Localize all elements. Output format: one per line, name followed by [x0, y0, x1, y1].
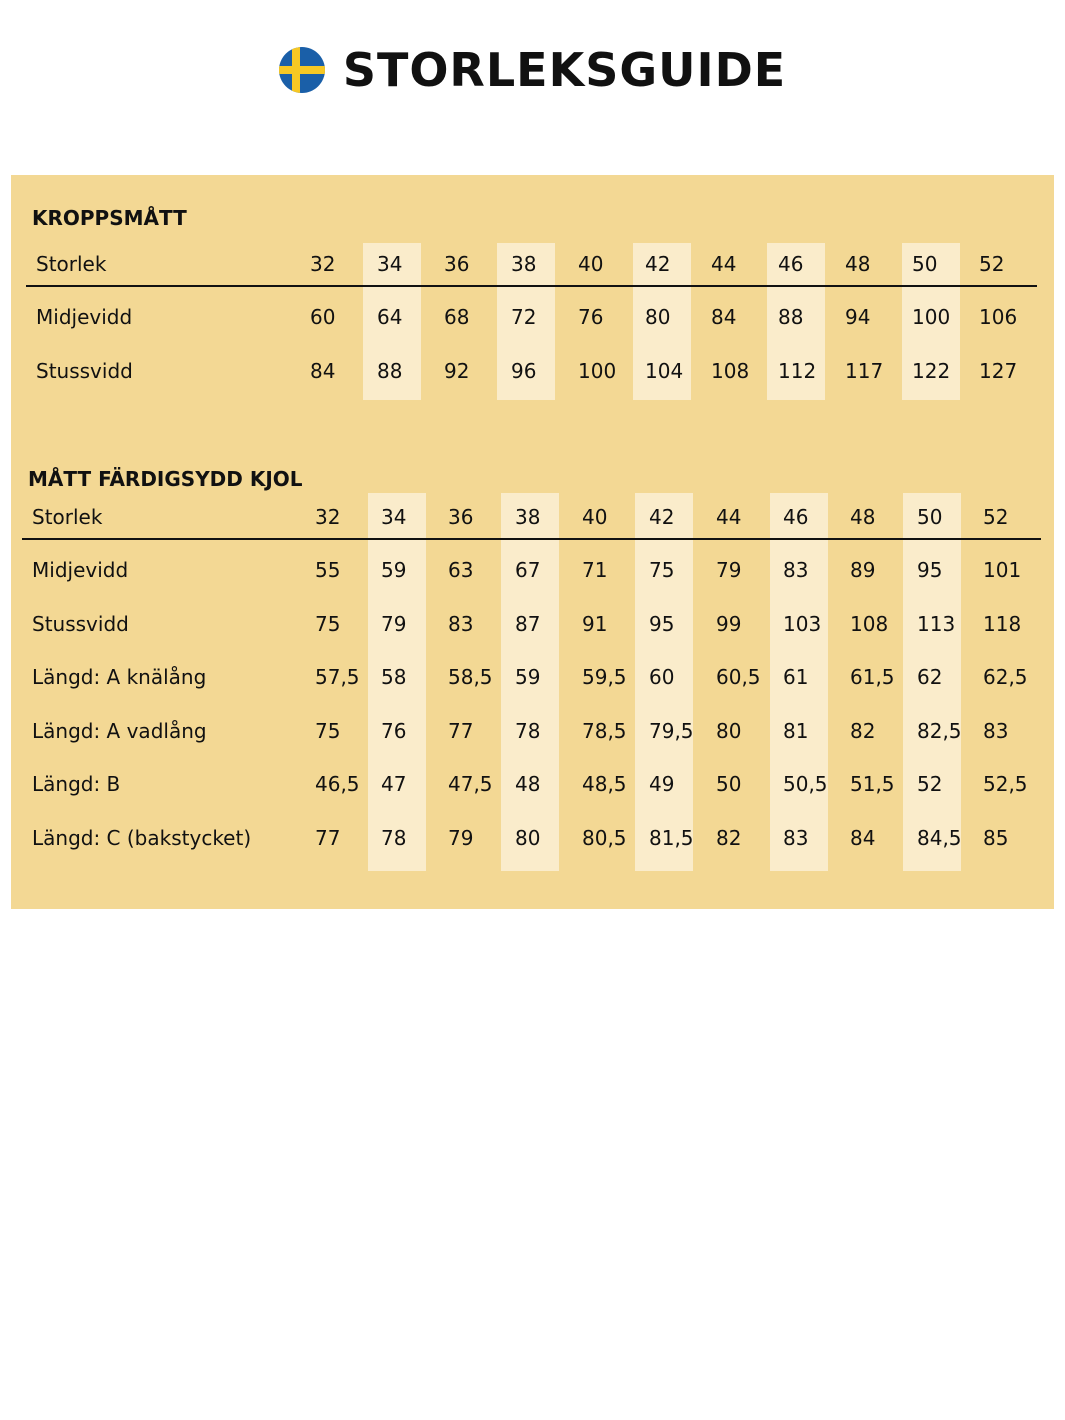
size-header-label: Storlek: [32, 505, 103, 529]
table-cell: 67: [515, 558, 541, 582]
table-cell: 87: [515, 611, 541, 636]
size-header-cell: 48: [850, 505, 876, 529]
table-cell: 92: [444, 359, 470, 383]
table-cell: 84: [850, 826, 876, 850]
table-cell: 118: [983, 611, 1022, 636]
table-cell: 82: [716, 826, 742, 850]
sweden-flag-icon: [279, 47, 325, 93]
row-label: Stussvidd: [32, 611, 129, 636]
table-cell: 100: [578, 359, 617, 383]
row-label: Längd: C (bakstycket): [32, 826, 252, 850]
size-header-cell: 40: [582, 505, 608, 529]
size-header-cell: 48: [845, 252, 871, 276]
table-cell: 94: [845, 305, 871, 329]
table-cell: 58: [381, 665, 407, 690]
size-header-cell: 40: [578, 252, 604, 276]
table-cell: 50,5: [783, 772, 828, 797]
table-cell: 85: [983, 826, 1009, 850]
size-header-cell: 42: [649, 505, 675, 529]
table-cell: 50: [716, 772, 742, 797]
page-title: STORLEKSGUIDE: [342, 43, 787, 97]
size-header-cell: 36: [444, 252, 470, 276]
row-label: Längd: A vadlång: [32, 718, 207, 743]
table-cell: 127: [979, 359, 1018, 383]
table-cell: 59: [515, 665, 541, 690]
size-header-label: Storlek: [36, 252, 107, 276]
table-cell: 63: [448, 558, 474, 582]
table-cell: 60: [310, 305, 336, 329]
table-cell: 64: [377, 305, 403, 329]
size-header-cell: 34: [381, 505, 407, 529]
size-header-cell: 42: [645, 252, 671, 276]
table-cell: 82: [850, 718, 876, 743]
size-header-cell: 44: [711, 252, 737, 276]
size-header-cell: 38: [511, 252, 537, 276]
table-cell: 75: [315, 718, 341, 743]
table-cell: 76: [578, 305, 604, 329]
table-cell: 96: [511, 359, 537, 383]
section-title: MÅTT FÄRDIGSYDD KJOL: [28, 467, 303, 491]
size-header-cell: 38: [515, 505, 541, 529]
table-cell: 55: [315, 558, 341, 582]
size-header-cell: 52: [979, 252, 1005, 276]
table-cell: 51,5: [850, 772, 895, 797]
table-cell: 81,5: [649, 826, 694, 850]
table-cell: 61,5: [850, 665, 895, 690]
size-header-cell: 50: [917, 505, 943, 529]
table-cell: 95: [649, 611, 675, 636]
table-cell: 79: [448, 826, 474, 850]
table-cell: 83: [448, 611, 474, 636]
size-header-cell: 36: [448, 505, 474, 529]
table-cell: 80: [515, 826, 541, 850]
table-cell: 62,5: [983, 665, 1028, 690]
table-cell: 48: [515, 772, 541, 797]
table-cell: 82,5: [917, 718, 962, 743]
size-chart-panel: [11, 175, 1054, 909]
row-label: Stussvidd: [36, 359, 133, 383]
table-cell: 47: [381, 772, 407, 797]
table-cell: 75: [649, 558, 675, 582]
size-header-cell: 44: [716, 505, 742, 529]
table-cell: 52: [917, 772, 943, 797]
table-cell: 59,5: [582, 665, 627, 690]
section-title: KROPPSMÅTT: [32, 206, 187, 230]
table-cell: 75: [315, 611, 341, 636]
table-cell: 61: [783, 665, 809, 690]
table-cell: 84,5: [917, 826, 962, 850]
header-divider: [26, 285, 1037, 287]
table-cell: 80: [716, 718, 742, 743]
table-cell: 100: [912, 305, 951, 329]
table-cell: 81: [783, 718, 809, 743]
header-divider: [22, 538, 1041, 540]
size-header-cell: 34: [377, 252, 403, 276]
table-cell: 68: [444, 305, 470, 329]
table-cell: 80,5: [582, 826, 627, 850]
table-cell: 106: [979, 305, 1018, 329]
table-cell: 84: [310, 359, 336, 383]
table-cell: 83: [783, 826, 809, 850]
row-label: Längd: A knälång: [32, 665, 207, 690]
size-header-cell: 46: [778, 252, 804, 276]
table-cell: 122: [912, 359, 951, 383]
table-cell: 79: [381, 611, 407, 636]
table-cell: 78: [381, 826, 407, 850]
table-cell: 80: [645, 305, 671, 329]
page-header: [0, 40, 1065, 100]
table-cell: 57,5: [315, 665, 360, 690]
size-header-cell: 52: [983, 505, 1009, 529]
table-cell: 112: [778, 359, 817, 383]
size-header-cell: 32: [310, 252, 336, 276]
table-cell: 60,5: [716, 665, 761, 690]
table-cell: 104: [645, 359, 684, 383]
row-label: Midjevidd: [36, 305, 133, 329]
table-cell: 83: [783, 558, 809, 582]
table-cell: 49: [649, 772, 675, 797]
table-cell: 47,5: [448, 772, 493, 797]
table-cell: 60: [649, 665, 675, 690]
table-cell: 99: [716, 611, 742, 636]
table-cell: 52,5: [983, 772, 1028, 797]
row-label: Längd: B: [32, 772, 121, 797]
table-cell: 84: [711, 305, 737, 329]
table-cell: 91: [582, 611, 608, 636]
size-header-cell: 46: [783, 505, 809, 529]
table-cell: 76: [381, 718, 407, 743]
table-cell: 59: [381, 558, 407, 582]
size-header-cell: 50: [912, 252, 938, 276]
table-cell: 58,5: [448, 665, 493, 690]
table-cell: 77: [448, 718, 474, 743]
table-cell: 95: [917, 558, 943, 582]
table-cell: 117: [845, 359, 884, 383]
table-cell: 48,5: [582, 772, 627, 797]
row-label: Midjevidd: [32, 558, 129, 582]
table-cell: 71: [582, 558, 608, 582]
table-cell: 88: [377, 359, 403, 383]
table-cell: 88: [778, 305, 804, 329]
table-cell: 103: [783, 611, 822, 636]
table-cell: 62: [917, 665, 943, 690]
table-cell: 77: [315, 826, 341, 850]
size-header-cell: 32: [315, 505, 341, 529]
table-cell: 72: [511, 305, 537, 329]
table-cell: 101: [983, 558, 1022, 582]
table-cell: 79: [716, 558, 742, 582]
table-cell: 108: [850, 611, 889, 636]
table-cell: 78,5: [582, 718, 627, 743]
table-cell: 83: [983, 718, 1009, 743]
table-cell: 89: [850, 558, 876, 582]
table-cell: 108: [711, 359, 750, 383]
table-cell: 79,5: [649, 718, 694, 743]
table-cell: 113: [917, 611, 956, 636]
table-cell: 78: [515, 718, 541, 743]
table-cell: 46,5: [315, 772, 360, 797]
